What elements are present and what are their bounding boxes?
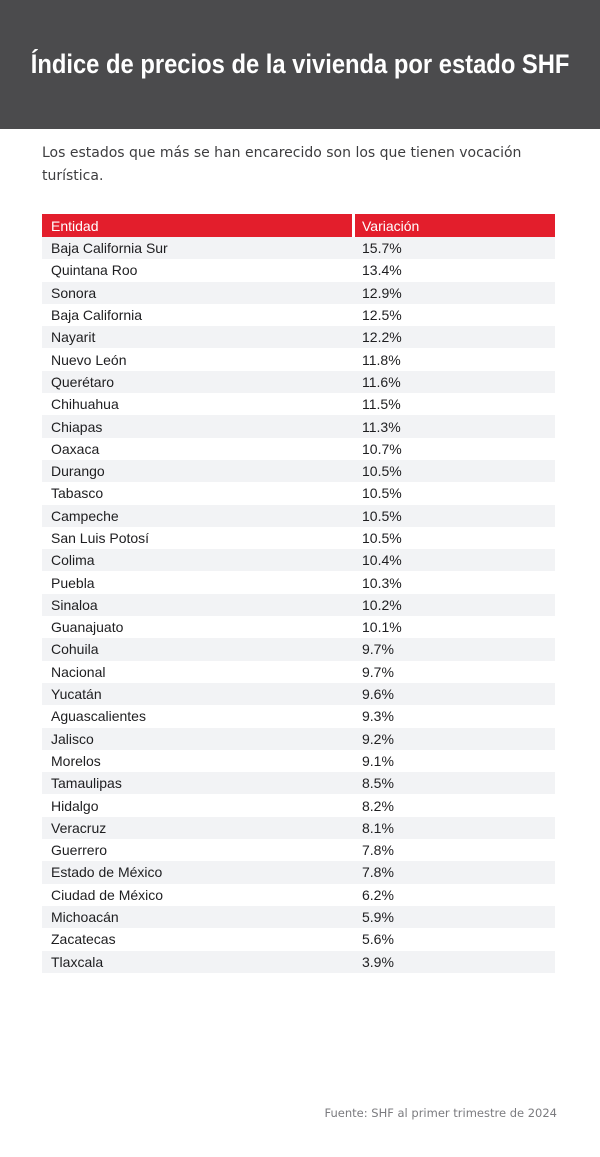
variation-cell: 11.8% bbox=[362, 351, 401, 368]
variation-cell: 12.2% bbox=[362, 329, 402, 346]
variation-cell: 10.5% bbox=[362, 530, 402, 546]
entity-cell: Zacatecas bbox=[51, 931, 116, 948]
entity-cell: Sinaloa bbox=[51, 596, 98, 613]
variation-cell: 7.8% bbox=[362, 842, 394, 859]
table-row bbox=[42, 661, 555, 683]
variation-cell: 9.2% bbox=[362, 730, 394, 747]
variation-cell: 8.2% bbox=[362, 797, 394, 814]
variation-cell: 9.7% bbox=[362, 663, 394, 680]
subtitle: Los estados que más se han encarecido son los que tienen vocación turística. bbox=[42, 145, 522, 184]
entity-cell: Tlaxcala bbox=[51, 953, 104, 970]
table-row bbox=[42, 884, 555, 906]
entity-cell: Puebla bbox=[51, 574, 95, 591]
entity-cell: Ciudad de México bbox=[51, 886, 164, 903]
source-note: Fuente: SHF al primer trimestre de 2024 bbox=[324, 1106, 557, 1120]
table-row bbox=[42, 839, 555, 861]
table-body bbox=[42, 237, 555, 973]
column-header-variacion: Variación bbox=[355, 214, 555, 237]
variation-cell: 8.5% bbox=[362, 775, 394, 792]
entity-cell: Cohuila bbox=[51, 641, 99, 658]
entity-cell: Chihuahua bbox=[51, 396, 119, 413]
entity-cell: Baja California Sur bbox=[51, 240, 168, 257]
entity-cell: Nuevo León bbox=[51, 351, 127, 368]
column-header-entidad: Entidad bbox=[42, 214, 352, 237]
entity-cell: Colima bbox=[51, 552, 95, 569]
variation-cell: 11.5% bbox=[362, 396, 401, 413]
table-row bbox=[42, 304, 555, 326]
variation-cell: 15.7% bbox=[362, 240, 402, 257]
variation-cell: 10.5% bbox=[362, 485, 402, 502]
entity-cell: Aguascalientes bbox=[51, 708, 146, 725]
table-row bbox=[42, 728, 555, 750]
variation-cell: 10.5% bbox=[362, 507, 402, 524]
variation-cell: 10.4% bbox=[362, 552, 402, 569]
table-row bbox=[42, 772, 555, 794]
variation-cell: 9.1% bbox=[362, 752, 394, 769]
variation-cell: 12.5% bbox=[362, 307, 402, 324]
table-row bbox=[42, 527, 555, 549]
entity-cell: Quintana Roo bbox=[51, 262, 138, 279]
entity-cell: Jalisco bbox=[51, 730, 94, 747]
table-row bbox=[42, 505, 555, 527]
table-row bbox=[42, 438, 555, 460]
entity-cell: Sonora bbox=[51, 284, 97, 301]
table-row bbox=[42, 750, 555, 772]
variation-cell: 9.7% bbox=[362, 641, 394, 658]
table-row bbox=[42, 906, 555, 928]
entity-cell: Hidalgo bbox=[51, 797, 99, 814]
entity-cell: Michoacán bbox=[51, 909, 119, 926]
entity-cell: Chiapas bbox=[51, 418, 103, 435]
page-title: Índice de precios de la vivienda por estado SHF bbox=[30, 49, 570, 79]
table-row bbox=[42, 326, 555, 348]
entity-cell: San Luis Potosí bbox=[51, 530, 150, 546]
table-row bbox=[42, 371, 555, 393]
variation-cell: 10.3% bbox=[362, 574, 402, 591]
table-row bbox=[42, 638, 555, 660]
entity-cell: Oaxaca bbox=[51, 440, 100, 457]
entity-cell: Nayarit bbox=[51, 329, 96, 346]
entity-cell: Guerrero bbox=[51, 842, 108, 859]
table-row bbox=[42, 237, 555, 259]
table-row bbox=[42, 460, 555, 482]
table-row bbox=[42, 928, 555, 950]
table-row bbox=[42, 482, 555, 504]
variation-cell: 5.6% bbox=[362, 931, 394, 948]
table-row bbox=[42, 683, 555, 705]
variation-cell: 6.2% bbox=[362, 886, 394, 903]
variation-cell: 9.6% bbox=[362, 686, 394, 703]
housing-price-table bbox=[42, 214, 555, 973]
entity-cell: Estado de México bbox=[51, 864, 163, 881]
entity-cell: Tamaulipas bbox=[51, 775, 122, 792]
variation-cell: 10.7% bbox=[362, 440, 402, 457]
table-row bbox=[42, 282, 555, 304]
entity-cell: Morelos bbox=[51, 752, 101, 769]
variation-cell: 8.1% bbox=[362, 819, 394, 836]
title-band bbox=[0, 0, 600, 129]
variation-cell: 9.3% bbox=[362, 708, 394, 725]
table-row bbox=[42, 705, 555, 727]
variation-cell: 5.9% bbox=[362, 909, 394, 926]
variation-cell: 10.2% bbox=[362, 596, 402, 613]
entity-cell: Querétaro bbox=[51, 373, 115, 390]
entity-cell: Baja California bbox=[51, 307, 143, 324]
entity-cell: Durango bbox=[51, 463, 105, 480]
table-header-row bbox=[42, 214, 555, 237]
table-row bbox=[42, 817, 555, 839]
variation-cell: 3.9% bbox=[362, 953, 394, 970]
variation-cell: 10.1% bbox=[362, 619, 402, 636]
table-row bbox=[42, 861, 555, 883]
table-row bbox=[42, 549, 555, 571]
entity-cell: Tabasco bbox=[51, 485, 104, 502]
variation-cell: 10.5% bbox=[362, 463, 402, 480]
variation-cell: 7.8% bbox=[362, 864, 394, 881]
variation-cell: 13.4% bbox=[362, 262, 402, 279]
table-row bbox=[42, 348, 555, 370]
variation-cell: 12.9% bbox=[362, 284, 402, 301]
variation-cell: 11.3% bbox=[362, 418, 401, 435]
table-row bbox=[42, 616, 555, 638]
entity-cell: Nacional bbox=[51, 663, 106, 680]
variation-cell: 11.6% bbox=[362, 373, 401, 390]
entity-cell: Yucatán bbox=[51, 686, 102, 703]
table-row bbox=[42, 571, 555, 593]
table-row bbox=[42, 415, 555, 437]
entity-cell: Guanajuato bbox=[51, 619, 124, 636]
entity-cell: Veracruz bbox=[51, 819, 107, 836]
table-row bbox=[42, 951, 555, 973]
table-row bbox=[42, 794, 555, 816]
table-row bbox=[42, 393, 555, 415]
entity-cell: Campeche bbox=[51, 507, 119, 524]
table-row bbox=[42, 259, 555, 281]
table-row bbox=[42, 594, 555, 616]
